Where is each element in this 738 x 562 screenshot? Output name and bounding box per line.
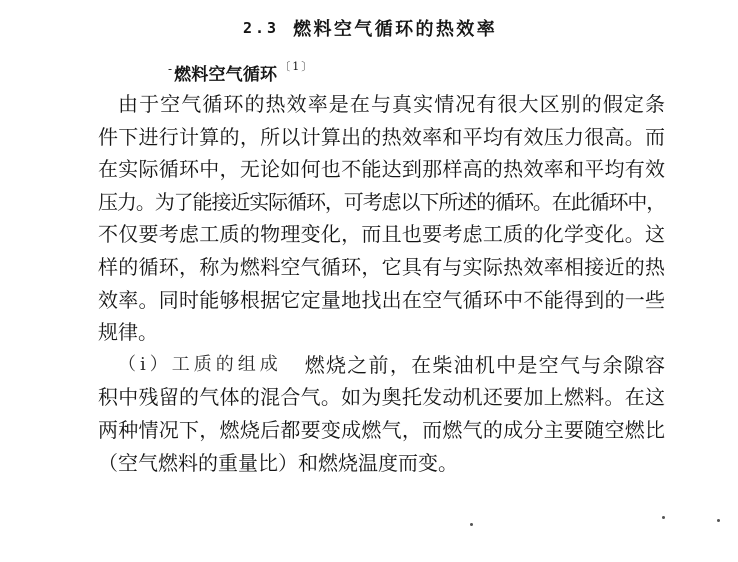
- scan-speck: [662, 516, 665, 519]
- section-title: 燃料空气循环的热效率: [293, 19, 498, 40]
- reference-marker: 〔1〕: [279, 60, 315, 73]
- paragraph-1: [98, 88, 665, 349]
- text-line: 两种情况下，燃烧后都要变成燃气，而燃气的成分主要随空燃比: [98, 417, 665, 442]
- subsection-heading: [168, 59, 314, 85]
- paragraph-2: [98, 349, 665, 479]
- subsection-title: 燃料空气循环: [174, 64, 278, 85]
- text-line: [98, 349, 665, 382]
- section-heading: [243, 16, 497, 40]
- text-line: （空气燃料的重量比）和燃烧温度而变。: [98, 450, 458, 475]
- section-number: 2.3: [243, 19, 280, 37]
- scan-speck: [470, 523, 473, 526]
- text-line: 效率。同时能够根据它定量地找出在空气循环中不能得到的一些: [98, 287, 665, 312]
- text-line: 在实际循环中，无论如何也不能达到那样高的热效率和平均有效: [98, 157, 665, 182]
- scan-speck: [717, 519, 720, 522]
- item-label: （i）工质的组成: [118, 353, 282, 375]
- subsection-mark: -: [168, 62, 173, 76]
- body-text: [98, 88, 665, 479]
- text-line: 件下进行计算的，所以计算出的热效率和平均有效压力很高。而: [98, 124, 665, 149]
- text-line: 规律。: [98, 320, 158, 345]
- text-line: 积中残留的气体的混合气。如为奥托发动机还要加上燃料。在这: [98, 385, 665, 410]
- text-line-rest: 燃烧之前，在柴油机中是空气与余隙容: [304, 352, 665, 377]
- text-line: 不仅要考虑工质的物理变化，而且也要考虑工质的化学变化。这: [98, 222, 665, 247]
- text-line: 由于空气循环的热效率是在与真实情况有很大区别的假定条: [118, 92, 665, 116]
- text-line: 样的循环，称为燃料空气循环，它具有与实际热效率相接近的热: [98, 254, 665, 279]
- text-line: 压力。为了能接近实际循环，可考虑以下所述的循环。在此循环中，: [98, 189, 665, 214]
